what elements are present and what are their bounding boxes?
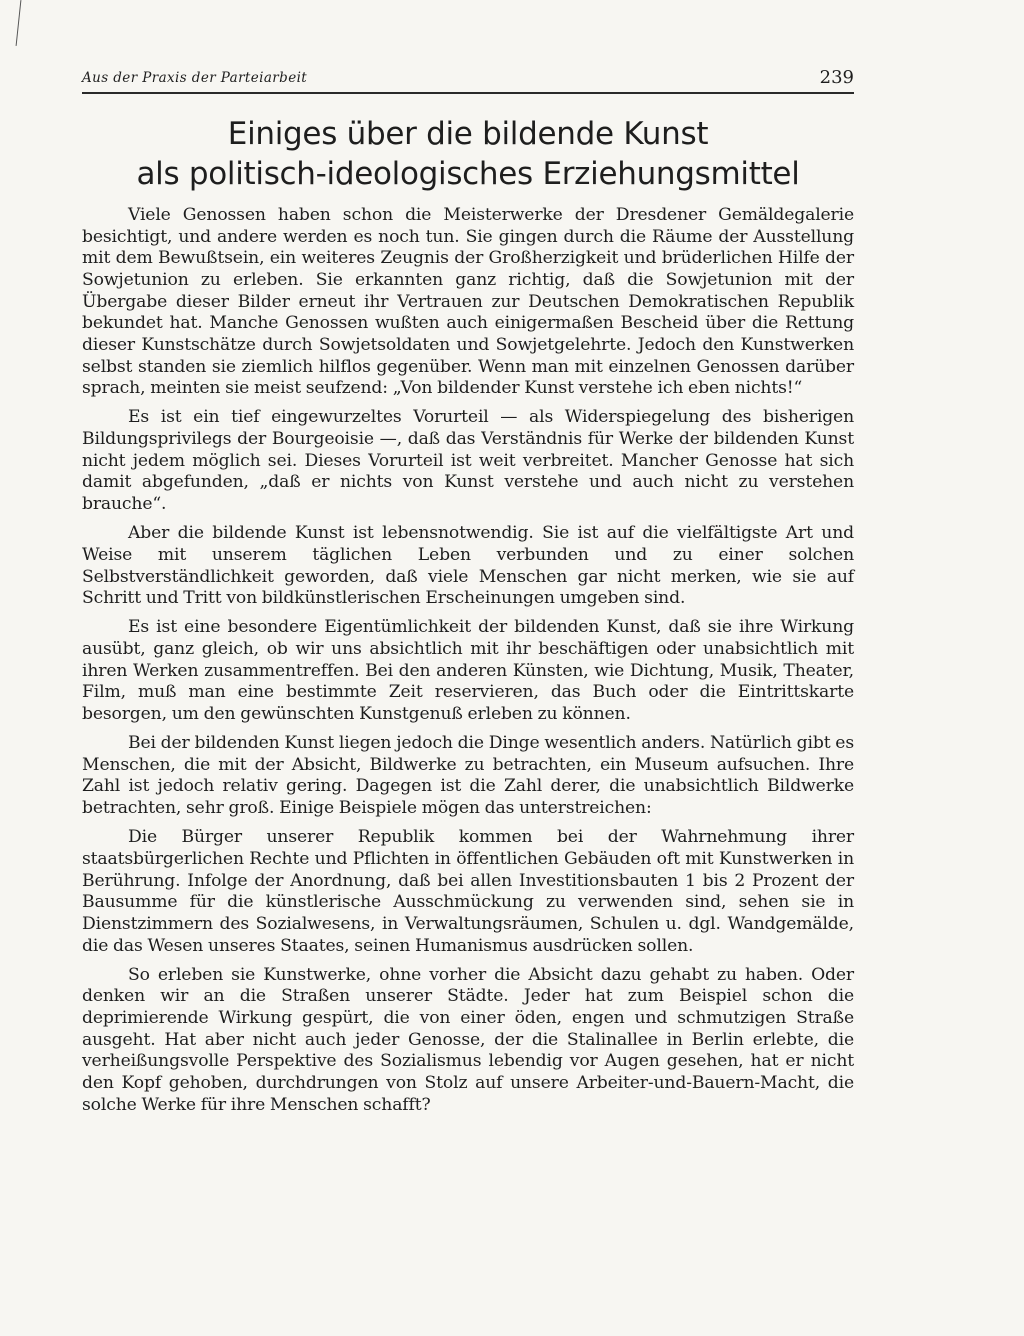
paragraph: Die Bürger unserer Republik kommen bei der Wahrnehmung ihrer staatsbürgerlichen Rechte und Pflichten in öffentlichen Gebäuden oft mit Kunstwerken in Berührung. Infolge der Anordnung, daß bei allen Investitionsbauten 1 bis 2 Prozent der Bausumme für die künstlerische Ausschmückung zu verwenden sind, sehen sie in Dienstzimmern des Sozialwesens, in Verwaltungsräumen, Schulen u. dgl. Wandgemälde, die das Wesen unseres Staates, seinen Humanismus ausdrücken sollen.: [82, 827, 854, 956]
scan-mark: [16, 0, 22, 46]
paragraph: Aber die bildende Kunst ist lebensnotwendig. Sie ist auf die vielfältigste Art und Weise mit unserem täglichen Leben verbunden und zu einer solchen Selbstverständlichkeit geworden, daß viele Menschen gar nicht merken, wie sie auf Schritt und Tritt von bildkünstlerischen Erscheinungen umgeben sind.: [82, 523, 854, 609]
paragraph: Es ist ein tief eingewurzeltes Vorurteil — als Widerspiegelung des bisherigen Bildungsprivilegs der Bourgeoisie —, daß das Verständnis für Werke der bildenden Kunst nicht jedem möglich sei. Dieses Vorurteil ist weit verbreitet. Mancher Genosse hat sich damit abgefunden, „daß er nichts von Kunst verstehe und auch nicht zu verstehen brauche“.: [82, 407, 854, 515]
running-header: [82, 64, 854, 94]
article-body: [82, 205, 854, 1124]
paragraph: Bei der bildenden Kunst liegen jedoch die Dinge wesentlich anders. Natürlich gibt es Menschen, die mit der Absicht, Bildwerke zu betrachten, ein Museum aufsuchen. Ihre Zahl ist jedoch relativ gering. Dagegen ist die Zahl derer, die unabsichtlich Bildwerke betrachten, sehr groß. Einige Beispiele mögen das unterstreichen:: [82, 733, 854, 819]
article-title-line-2: als politisch-ideologisches Erziehungsmittel: [136, 156, 800, 192]
running-title: Aus der Praxis der Parteiarbeit: [82, 70, 308, 86]
paragraph: Viele Genossen haben schon die Meisterwerke der Dresdener Gemäldegalerie besichtigt, und andere werden es noch tun. Sie gingen durch die Räume der Ausstellung mit dem Bewußtsein, ein weiteres Zeugnis der Großherzigkeit und brüderlichen Hilfe der Sowjetunion zu erleben. Sie erkannten ganz richtig, daß die Sowjetunion mit der Übergabe dieser Bilder erneut ihr Vertrauen zur Deutschen Demokratischen Republik bekundet hat. Manche Genossen wußten auch einigermaßen Bescheid über die Rettung dieser Kunstschätze durch Sowjetsoldaten und Sowjetgelehrte. Jedoch den Kunstwerken selbst standen sie ziemlich hilflos gegenüber. Wenn man mit einzelnen Genossen darüber sprach, meinten sie meist seufzend: „Von bildender Kunst verstehe ich eben nichts!“: [82, 205, 854, 399]
article-title-line-1: Einiges über die bildende Kunst: [227, 116, 709, 152]
paragraph: So erleben sie Kunstwerke, ohne vorher die Absicht dazu gehabt zu haben. Oder denken wir an die Straßen unserer Städte. Jeder hat zum Beispiel schon die deprimierende Wirkung gespürt, die von einer öden, engen und schmutzigen Straße ausgeht. Hat aber nicht auch jeder Genosse, der die Stalinallee in Berlin erlebte, die verheißungsvolle Perspektive des Sozialismus lebendig vor Augen gesehen, hat er nicht den Kopf gehoben, durchdrungen von Stolz auf unsere Arbeiter-und-Bauern-Macht, die solche Werke für ihre Menschen schafft?: [82, 964, 854, 1115]
article-title: [82, 114, 854, 194]
page-number: 239: [819, 67, 854, 88]
paragraph: Es ist eine besondere Eigentümlichkeit der bildenden Kunst, daß sie ihre Wirkung ausübt, ganz gleich, ob wir uns absichtlich mit ihr beschäftigen oder unabsichtlich mit ihren Werken zusammentreffen. Bei den anderen Künsten, wie Dichtung, Musik, Theater, Film, muß man eine bestimmte Zeit reservieren, das Buch oder die Eintrittskarte besorgen, um den gewünschten Kunstgenuß erleben zu können.: [82, 617, 854, 724]
